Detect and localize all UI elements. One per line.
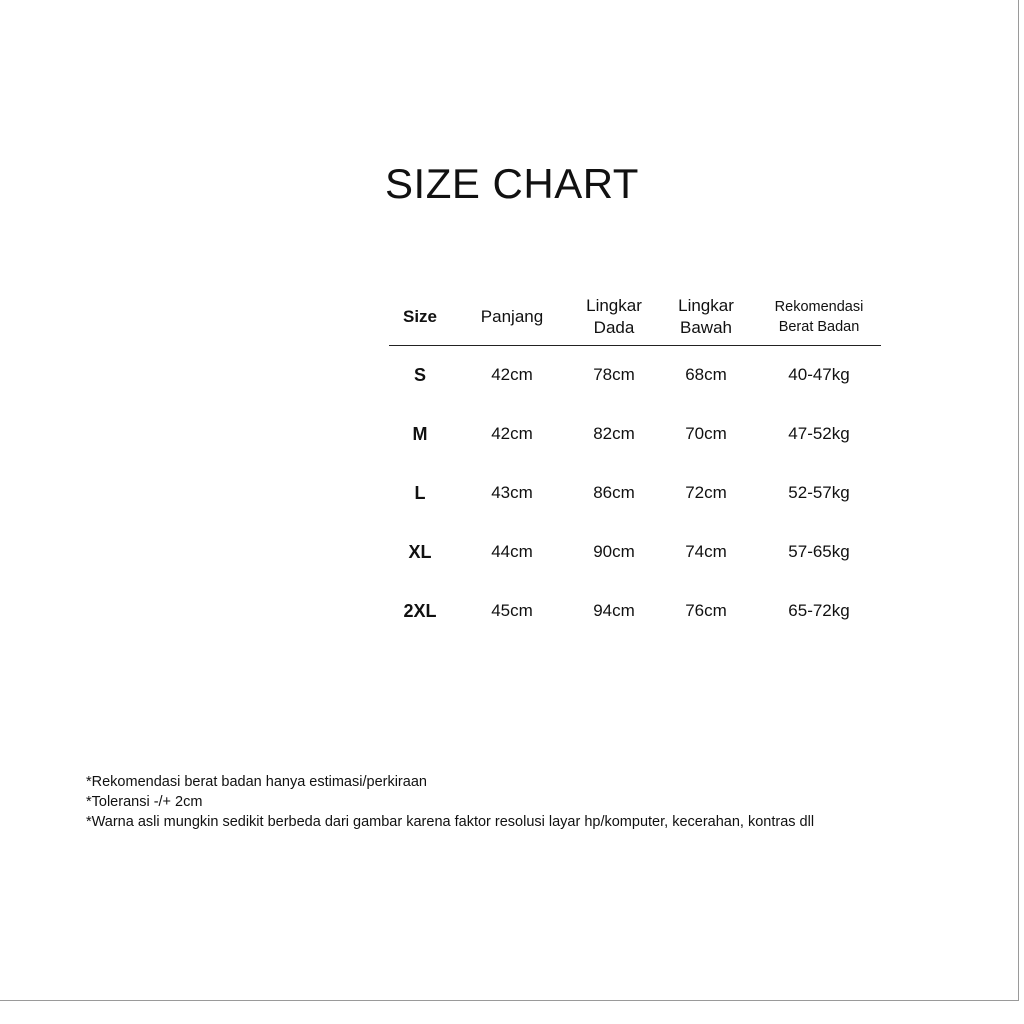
- cell-rekomendasi-berat: 65-72kg: [788, 601, 850, 620]
- header-rekomendasi-berat-line: Berat Badan: [778, 319, 860, 335]
- header-lingkar-bawah-line: Lingkar: [678, 296, 734, 315]
- cell-lingkar-dada: 82cm: [593, 424, 635, 443]
- header-lingkar-dada-line: Dada: [593, 318, 635, 337]
- cell-lingkar-bawah: 76cm: [685, 601, 727, 620]
- cell-panjang: 42cm: [491, 424, 533, 443]
- header-size: [385, 293, 455, 341]
- cell-size: XL: [408, 542, 432, 562]
- header-rekomendasi-berat-line: Rekomendasi: [774, 299, 864, 315]
- header-lingkar-dada-line: Lingkar: [586, 296, 642, 315]
- cell-panjang: 42cm: [491, 365, 533, 384]
- cell-lingkar-dada: 86cm: [593, 483, 635, 502]
- note-weight-estimate: *Rekomendasi berat badan hanya estimasi/perkiraan: [86, 774, 427, 790]
- frame-border-bottom: [0, 1000, 1019, 1001]
- header-divider: [389, 345, 881, 346]
- cell-lingkar-dada: 94cm: [593, 601, 635, 620]
- cell-lingkar-bawah: 68cm: [685, 365, 727, 384]
- cell-size: M: [412, 424, 428, 444]
- cell-size: S: [413, 365, 426, 385]
- header-lingkar-bawah-line: Bawah: [680, 318, 732, 337]
- cell-lingkar-dada: 78cm: [593, 365, 635, 384]
- cell-lingkar-bawah: 70cm: [685, 424, 727, 443]
- cell-rekomendasi-berat: 52-57kg: [788, 483, 850, 502]
- page-title: SIZE CHART: [385, 160, 639, 207]
- cell-size: L: [414, 483, 426, 503]
- notes: [86, 772, 814, 832]
- cell-rekomendasi-berat: 40-47kg: [788, 365, 850, 384]
- cell-panjang: 44cm: [491, 542, 533, 561]
- note-tolerance: *Toleransi -/+ 2cm: [86, 794, 203, 810]
- header-panjang-line: Panjang: [480, 307, 544, 326]
- header-lingkar-bawah: [656, 293, 756, 341]
- note-color-difference: *Warna asli mungkin sedikit berbeda dari gambar karena faktor resolusi layar hp/komputer, kecerahan, kontras dll: [86, 814, 815, 830]
- cell-lingkar-bawah: 74cm: [685, 542, 727, 561]
- frame-border-right: [1018, 0, 1019, 1001]
- cell-panjang: 45cm: [491, 601, 533, 620]
- cell-size: 2XL: [403, 601, 437, 621]
- header-rekomendasi-berat: [754, 293, 884, 341]
- cell-lingkar-bawah: 72cm: [685, 483, 727, 502]
- header-lingkar-dada: [564, 293, 664, 341]
- cell-panjang: 43cm: [491, 483, 533, 502]
- cell-rekomendasi-berat: 57-65kg: [788, 542, 850, 561]
- header-panjang: [462, 293, 562, 341]
- cell-rekomendasi-berat: 47-52kg: [788, 424, 850, 443]
- cell-lingkar-dada: 90cm: [593, 542, 635, 561]
- header-size-line: Size: [402, 307, 438, 326]
